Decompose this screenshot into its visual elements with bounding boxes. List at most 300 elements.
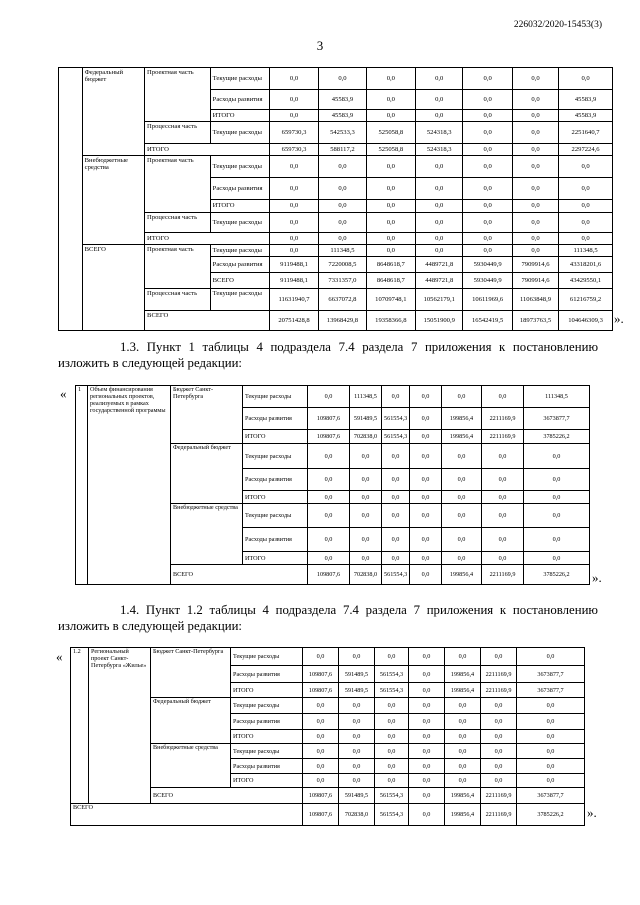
value-cell: 0,0: [512, 122, 558, 144]
value-cell: 0,0: [442, 444, 482, 469]
value-cell: 659730,3: [269, 144, 318, 156]
value-cell: 0,0: [482, 504, 524, 528]
value-cell: 109807,6: [303, 666, 339, 683]
row-group-label: Проектная часть: [145, 245, 211, 289]
value-cell: 0,0: [410, 444, 442, 469]
value-cell: 0,0: [445, 759, 481, 774]
value-cell: 13968429,8: [319, 311, 366, 331]
value-cell: 0,0: [409, 774, 445, 788]
value-cell: 0,0: [410, 386, 442, 408]
value-cell: 19358366,8: [366, 311, 415, 331]
row-label: ИТОГО: [243, 552, 308, 565]
value-cell: 0,0: [416, 90, 463, 110]
row-label: Текущие расходы: [210, 156, 269, 178]
closing-quote: ».: [587, 805, 597, 820]
empty-cell: [59, 68, 83, 331]
paragraph-text: 1.3. Пункт 1 таблицы 4 подраздела 7.4 раздела 7 приложения к постановлению изложить в следующей редакции:: [58, 340, 598, 370]
value-cell: 0,0: [339, 759, 375, 774]
value-cell: 0,0: [366, 178, 415, 200]
value-cell: 0,0: [524, 504, 590, 528]
value-cell: 111348,5: [350, 386, 382, 408]
value-cell: 0,0: [303, 714, 339, 730]
value-cell: 561554,3: [382, 565, 410, 585]
page-number: 3: [316, 38, 324, 53]
row-group-label: Процессная часть: [145, 213, 211, 233]
value-cell: 702838,0: [339, 804, 375, 826]
value-cell: 702838,0: [350, 430, 382, 444]
opening-quote: «: [60, 386, 67, 401]
regional-projects-financing-table: [75, 385, 590, 585]
value-cell: 11631940,7: [269, 289, 318, 311]
value-cell: 2211169,9: [481, 804, 517, 826]
value-cell: 0,0: [339, 714, 375, 730]
value-cell: 0,0: [481, 648, 517, 666]
value-cell: 0,0: [366, 156, 415, 178]
row-label: Расходы развития: [231, 714, 303, 730]
value-cell: 0,0: [339, 648, 375, 666]
row-group-label: ВСЕГО: [82, 245, 144, 331]
value-cell: 0,0: [559, 156, 613, 178]
value-cell: 111348,5: [524, 386, 590, 408]
item-name: Объем финансирования региональных проектов, реализуемых в рамках государственной программы: [88, 386, 171, 585]
value-cell: 104646309,3: [559, 311, 613, 331]
value-cell: 0,0: [375, 759, 409, 774]
value-cell: 0,0: [442, 552, 482, 565]
value-cell: 8648618,7: [366, 257, 415, 273]
row-label: Текущие расходы: [210, 289, 269, 311]
value-cell: 0,0: [517, 698, 585, 714]
value-cell: 0,0: [482, 444, 524, 469]
row-group-label: Бюджет Санкт-Петербурга: [171, 386, 243, 444]
value-cell: 0,0: [375, 774, 409, 788]
row-label: ИТОГО: [210, 200, 269, 213]
value-cell: 0,0: [339, 744, 375, 759]
value-cell: 0,0: [463, 110, 512, 122]
value-cell: 561554,3: [382, 430, 410, 444]
value-cell: 0,0: [339, 698, 375, 714]
row-label: ИТОГО: [145, 233, 270, 245]
value-cell: 0,0: [463, 68, 512, 90]
row-label: ВСЕГО: [151, 788, 303, 804]
value-cell: 591489,5: [350, 408, 382, 430]
value-cell: 0,0: [409, 714, 445, 730]
value-cell: 0,0: [524, 528, 590, 552]
value-cell: 0,0: [517, 744, 585, 759]
value-cell: 0,0: [350, 491, 382, 504]
value-cell: 591489,5: [339, 788, 375, 804]
value-cell: 199856,4: [445, 666, 481, 683]
row-label: Текущие расходы: [210, 68, 269, 90]
value-cell: 0,0: [416, 213, 463, 233]
value-cell: 199856,4: [445, 788, 481, 804]
value-cell: 7331357,0: [319, 273, 366, 289]
value-cell: 199856,4: [442, 430, 482, 444]
value-cell: 10709748,1: [366, 289, 415, 311]
value-cell: 525058,8: [366, 144, 415, 156]
value-cell: 0,0: [416, 156, 463, 178]
row-label: Текущие расходы: [210, 213, 269, 233]
value-cell: 0,0: [319, 68, 366, 90]
value-cell: 0,0: [416, 110, 463, 122]
value-cell: 0,0: [409, 730, 445, 744]
value-cell: 0,0: [463, 200, 512, 213]
value-cell: 45583,9: [559, 90, 613, 110]
value-cell: 0,0: [512, 178, 558, 200]
value-cell: 0,0: [559, 213, 613, 233]
row-label: Расходы развития: [243, 408, 308, 430]
value-cell: 561554,3: [375, 788, 409, 804]
value-cell: 0,0: [524, 552, 590, 565]
value-cell: 0,0: [339, 774, 375, 788]
value-cell: 0,0: [482, 491, 524, 504]
value-cell: 5930449,9: [463, 273, 512, 289]
value-cell: 199856,4: [442, 408, 482, 430]
value-cell: 542533,3: [319, 122, 366, 144]
row-label: Текущие расходы: [210, 122, 269, 144]
value-cell: 0,0: [366, 213, 415, 233]
value-cell: 0,0: [375, 744, 409, 759]
row-label: Расходы развития: [210, 257, 269, 273]
value-cell: 0,0: [463, 122, 512, 144]
row-label: ВСЕГО: [171, 565, 308, 585]
value-cell: 0,0: [319, 213, 366, 233]
value-cell: 0,0: [416, 178, 463, 200]
item-name: Региональный проект Санкт-Петербурга «Жилье»: [89, 648, 151, 804]
value-cell: 3673877,7: [517, 683, 585, 698]
value-cell: 0,0: [319, 200, 366, 213]
value-cell: 0,0: [409, 744, 445, 759]
value-cell: 45583,9: [559, 110, 613, 122]
value-cell: 0,0: [375, 648, 409, 666]
value-cell: 0,0: [463, 144, 512, 156]
housing-project-financing-table: [70, 647, 585, 826]
value-cell: 111348,5: [559, 245, 613, 257]
value-cell: 2297224,6: [559, 144, 613, 156]
value-cell: 0,0: [445, 774, 481, 788]
row-label: Текущие расходы: [243, 386, 308, 408]
value-cell: 7220008,5: [319, 257, 366, 273]
value-cell: 0,0: [524, 444, 590, 469]
value-cell: 0,0: [409, 804, 445, 826]
value-cell: 0,0: [481, 759, 517, 774]
value-cell: 0,0: [382, 386, 410, 408]
value-cell: 61216759,2: [559, 289, 613, 311]
value-cell: 109807,6: [303, 804, 339, 826]
value-cell: 0,0: [559, 200, 613, 213]
value-cell: 0,0: [409, 648, 445, 666]
value-cell: 2251640,7: [559, 122, 613, 144]
value-cell: 0,0: [308, 491, 350, 504]
value-cell: 0,0: [442, 469, 482, 491]
value-cell: 0,0: [382, 469, 410, 491]
value-cell: 561554,3: [382, 408, 410, 430]
value-cell: 43429550,1: [559, 273, 613, 289]
value-cell: 0,0: [303, 759, 339, 774]
value-cell: 0,0: [350, 444, 382, 469]
value-cell: 2211169,9: [481, 666, 517, 683]
value-cell: 199856,4: [445, 804, 481, 826]
value-cell: 0,0: [308, 528, 350, 552]
row-label: Текущие расходы: [243, 444, 308, 469]
value-cell: 0,0: [416, 68, 463, 90]
value-cell: 3785226,2: [524, 565, 590, 585]
value-cell: 0,0: [269, 178, 318, 200]
value-cell: 0,0: [482, 386, 524, 408]
row-label: ИТОГО: [231, 730, 303, 744]
row-label: Расходы развития: [243, 528, 308, 552]
value-cell: 0,0: [366, 68, 415, 90]
value-cell: 561554,3: [375, 683, 409, 698]
value-cell: 8648618,7: [366, 273, 415, 289]
row-label: Расходы развития: [231, 759, 303, 774]
value-cell: 9119488,1: [269, 257, 318, 273]
value-cell: 0,0: [512, 156, 558, 178]
value-cell: 0,0: [375, 714, 409, 730]
value-cell: 0,0: [409, 666, 445, 683]
row-label: ИТОГО: [243, 430, 308, 444]
value-cell: 10611969,6: [463, 289, 512, 311]
value-cell: 0,0: [481, 714, 517, 730]
value-cell: 2211169,9: [481, 683, 517, 698]
value-cell: 0,0: [463, 156, 512, 178]
value-cell: 0,0: [303, 730, 339, 744]
document-number: 226032/2020-15453(3): [513, 20, 602, 30]
value-cell: 591489,5: [339, 683, 375, 698]
value-cell: 4489721,8: [416, 273, 463, 289]
value-cell: 0,0: [366, 90, 415, 110]
value-cell: 0,0: [303, 744, 339, 759]
value-cell: 0,0: [308, 504, 350, 528]
row-group-label: Проектная часть: [145, 156, 211, 213]
value-cell: 0,0: [382, 491, 410, 504]
item-number: 1: [76, 386, 88, 585]
value-cell: 0,0: [482, 528, 524, 552]
row-group-label: Внебюджетные средства: [171, 504, 243, 565]
value-cell: 4489721,8: [416, 257, 463, 273]
value-cell: 109807,6: [303, 683, 339, 698]
value-cell: 0,0: [517, 774, 585, 788]
value-cell: 0,0: [517, 648, 585, 666]
value-cell: 0,0: [409, 698, 445, 714]
value-cell: 45583,9: [319, 90, 366, 110]
value-cell: 0,0: [350, 528, 382, 552]
value-cell: 0,0: [512, 68, 558, 90]
value-cell: 199856,4: [442, 565, 482, 585]
value-cell: 0,0: [319, 178, 366, 200]
row-group-label: Федеральный бюджет: [171, 444, 243, 504]
value-cell: 0,0: [445, 744, 481, 759]
value-cell: 0,0: [416, 233, 463, 245]
value-cell: 45583,9: [319, 110, 366, 122]
value-cell: 0,0: [269, 245, 318, 257]
value-cell: 0,0: [410, 430, 442, 444]
value-cell: 199856,4: [445, 683, 481, 698]
value-cell: 0,0: [463, 233, 512, 245]
value-cell: 109807,6: [308, 408, 350, 430]
value-cell: 659730,3: [269, 122, 318, 144]
value-cell: 0,0: [442, 528, 482, 552]
row-label: ВСЕГО: [210, 273, 269, 289]
value-cell: 0,0: [308, 469, 350, 491]
value-cell: 0,0: [375, 730, 409, 744]
value-cell: 2211169,9: [481, 788, 517, 804]
amendment-paragraph: [58, 602, 598, 634]
row-group-label: Федеральный бюджет: [151, 698, 231, 744]
value-cell: 0,0: [463, 178, 512, 200]
value-cell: 109807,6: [308, 430, 350, 444]
value-cell: 0,0: [410, 491, 442, 504]
row-label: ИТОГО: [243, 491, 308, 504]
value-cell: 0,0: [303, 698, 339, 714]
value-cell: 0,0: [382, 528, 410, 552]
value-cell: 0,0: [410, 408, 442, 430]
opening-quote: «: [56, 649, 63, 664]
value-cell: 0,0: [409, 759, 445, 774]
value-cell: 0,0: [445, 698, 481, 714]
row-label: Расходы развития: [231, 666, 303, 683]
value-cell: 7909914,6: [512, 257, 558, 273]
value-cell: 0,0: [382, 504, 410, 528]
value-cell: 561554,3: [375, 804, 409, 826]
value-cell: 5930449,9: [463, 257, 512, 273]
value-cell: 0,0: [350, 469, 382, 491]
value-cell: 525058,8: [366, 122, 415, 144]
value-cell: 0,0: [482, 552, 524, 565]
value-cell: 0,0: [382, 444, 410, 469]
value-cell: 16542419,5: [463, 311, 512, 331]
value-cell: 0,0: [463, 213, 512, 233]
value-cell: 0,0: [524, 469, 590, 491]
value-cell: 0,0: [269, 156, 318, 178]
value-cell: 15051900,9: [416, 311, 463, 331]
value-cell: 561554,3: [375, 666, 409, 683]
value-cell: 3785226,2: [524, 430, 590, 444]
financing-table-continued: [58, 67, 613, 331]
value-cell: 0,0: [524, 491, 590, 504]
value-cell: 0,0: [350, 504, 382, 528]
value-cell: 0,0: [375, 698, 409, 714]
row-label: ИТОГО: [231, 683, 303, 698]
row-group-label: Процессная часть: [145, 289, 211, 311]
value-cell: 0,0: [512, 144, 558, 156]
value-cell: 0,0: [512, 245, 558, 257]
closing-quote: ».: [592, 570, 602, 585]
value-cell: 0,0: [269, 213, 318, 233]
value-cell: 9119488,1: [269, 273, 318, 289]
value-cell: 0,0: [481, 698, 517, 714]
value-cell: 0,0: [559, 233, 613, 245]
row-group-label: Проектная часть: [145, 68, 211, 122]
value-cell: 0,0: [308, 386, 350, 408]
value-cell: 0,0: [382, 552, 410, 565]
row-label: Расходы развития: [210, 90, 269, 110]
value-cell: 0,0: [409, 788, 445, 804]
value-cell: 6637072,8: [319, 289, 366, 311]
row-label: Текущие расходы: [231, 698, 303, 714]
value-cell: 111348,5: [319, 245, 366, 257]
value-cell: 43318201,6: [559, 257, 613, 273]
value-cell: 0,0: [409, 683, 445, 698]
value-cell: 0,0: [410, 565, 442, 585]
row-label: Расходы развития: [210, 178, 269, 200]
value-cell: 0,0: [517, 714, 585, 730]
value-cell: 0,0: [442, 386, 482, 408]
value-cell: 0,0: [319, 156, 366, 178]
value-cell: 524318,3: [416, 122, 463, 144]
value-cell: 0,0: [463, 90, 512, 110]
value-cell: 0,0: [512, 200, 558, 213]
value-cell: 0,0: [269, 110, 318, 122]
item-number: 1.2: [71, 648, 89, 804]
value-cell: 3673877,7: [517, 788, 585, 804]
row-label: ИТОГО: [231, 774, 303, 788]
value-cell: 702838,0: [350, 565, 382, 585]
value-cell: 0,0: [416, 245, 463, 257]
value-cell: 0,0: [481, 730, 517, 744]
value-cell: 0,0: [512, 213, 558, 233]
closing-quote: ».: [614, 311, 624, 326]
value-cell: 0,0: [512, 110, 558, 122]
value-cell: 0,0: [559, 178, 613, 200]
value-cell: 0,0: [445, 714, 481, 730]
value-cell: 0,0: [319, 233, 366, 245]
row-label: ИТОГО: [210, 110, 269, 122]
value-cell: 3673877,7: [517, 666, 585, 683]
row-label: Расходы развития: [243, 469, 308, 491]
value-cell: 0,0: [410, 469, 442, 491]
value-cell: 2211169,9: [482, 565, 524, 585]
value-cell: 20751428,8: [269, 311, 318, 331]
row-group-label: Федеральный бюджет: [82, 68, 144, 156]
value-cell: 0,0: [512, 233, 558, 245]
value-cell: 0,0: [269, 200, 318, 213]
value-cell: 588117,2: [319, 144, 366, 156]
value-cell: 0,0: [445, 730, 481, 744]
row-label: ВСЕГО: [71, 804, 303, 826]
value-cell: 0,0: [303, 648, 339, 666]
value-cell: 11063848,9: [512, 289, 558, 311]
amendment-paragraph: [58, 339, 598, 371]
value-cell: 0,0: [303, 774, 339, 788]
row-label: Текущие расходы: [210, 245, 269, 257]
value-cell: 0,0: [308, 552, 350, 565]
value-cell: 591489,5: [339, 666, 375, 683]
value-cell: 0,0: [442, 491, 482, 504]
value-cell: 0,0: [366, 233, 415, 245]
value-cell: 18973763,5: [512, 311, 558, 331]
value-cell: 0,0: [366, 110, 415, 122]
value-cell: 0,0: [559, 68, 613, 90]
value-cell: 0,0: [269, 90, 318, 110]
value-cell: 0,0: [481, 774, 517, 788]
value-cell: 0,0: [350, 552, 382, 565]
row-group-label: Процессная часть: [145, 122, 211, 144]
value-cell: 0,0: [410, 552, 442, 565]
row-label: Текущие расходы: [243, 504, 308, 528]
value-cell: 2211169,9: [482, 430, 524, 444]
value-cell: 2211169,9: [482, 408, 524, 430]
value-cell: 109807,6: [303, 788, 339, 804]
value-cell: 0,0: [445, 648, 481, 666]
value-cell: 0,0: [410, 528, 442, 552]
row-label: Текущие расходы: [231, 744, 303, 759]
value-cell: 0,0: [269, 68, 318, 90]
paragraph-text: 1.4. Пункт 1.2 таблицы 4 подраздела 7.4 раздела 7 приложения к постановлению изложить в следующей редакции:: [58, 603, 598, 633]
value-cell: 0,0: [366, 200, 415, 213]
value-cell: 0,0: [481, 744, 517, 759]
value-cell: 0,0: [366, 245, 415, 257]
value-cell: 0,0: [463, 245, 512, 257]
